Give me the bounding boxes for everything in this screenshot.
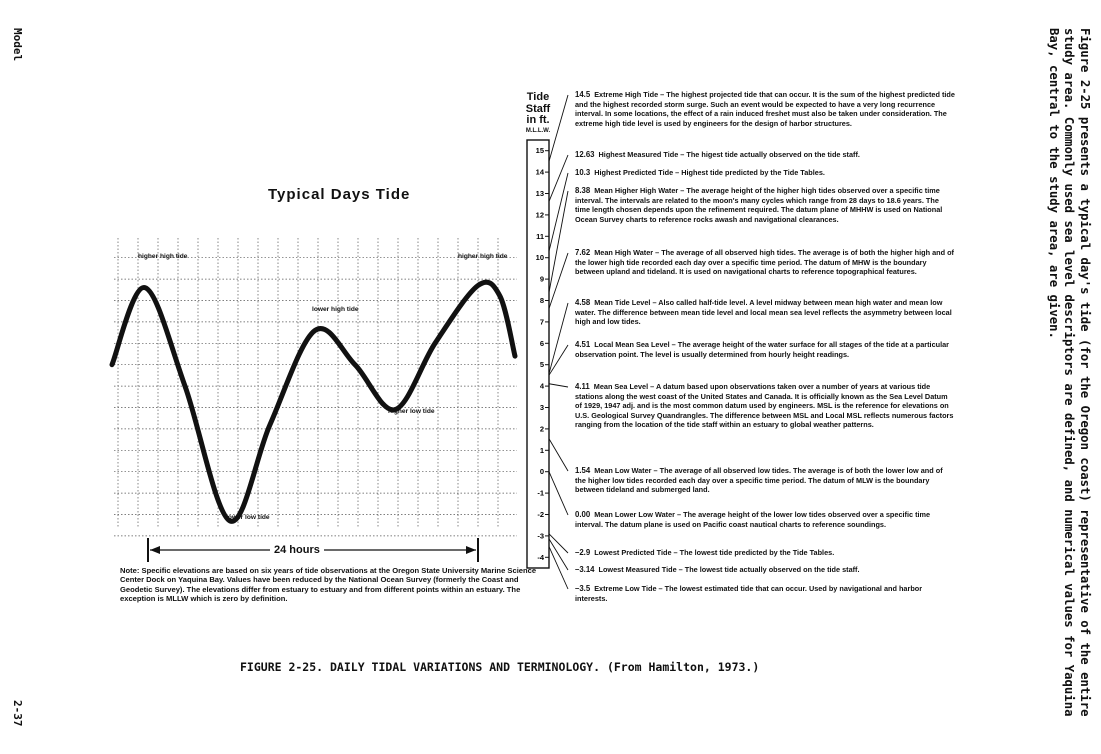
tide-staff [527, 140, 549, 568]
datum-highest-predicted-tide [575, 168, 955, 178]
datum-value: 14.5 [575, 90, 591, 99]
tide-chart-title: Typical Days Tide [268, 186, 411, 203]
side-body-line: Bay, central to the study area, are given. [1047, 28, 1061, 339]
tide-curve [112, 282, 515, 521]
datum-text: – The higest tide actually observed on the tide staff. [678, 150, 860, 159]
datum-value: 4.58 [575, 298, 591, 307]
datum-text: – The lowest estimated tide that can occur. Used by navigational and harbor interests. [575, 584, 923, 603]
datum-connectors [549, 95, 568, 589]
datum-value: 10.3 [575, 168, 591, 177]
staff-title-line: Staff [525, 102, 551, 115]
datum-text: – A datum based upon observations taken over a number of years at various tide stations along the west coast of the United States and Canada. It is officially known as the Sea Level Datum of 1929, 1947 adj. and is the most common datum used by engineers. MSL is the reference for elevations on U.S. Geological Survey Quandrangles. The difference between MSL and Local MSL reflects numerous factors ranging from the location of the tide staff within an estuary to global weather patterns. [575, 382, 954, 429]
datum-connector [549, 547, 568, 589]
staff-ticks [536, 146, 549, 562]
datum-connector [549, 384, 568, 387]
label-higher-low-tide: higher low tide [388, 408, 435, 415]
datum-connector [549, 155, 568, 201]
datum-value: 1.54 [575, 466, 591, 475]
staff-tick-label: 2 [539, 424, 544, 434]
datum-text: – Also called half-tide level. A level midway between mean high water and mean low water. The difference between mean tide level and local mean sea level reflects the asymmetry between local high and low tides. [575, 298, 952, 326]
staff-tick-label: 6 [539, 338, 544, 348]
datum-highest-measured-tide [575, 150, 955, 160]
staff-tick-label: 4 [539, 381, 544, 391]
datum-text: – The average of all observed low tides. The average is of both the lower low and of the higher low tides recorded each day over a specific time period. The datum of MLW is the boundary between tideland and submerged land. [575, 466, 943, 494]
staff-tick-label: -4 [537, 552, 544, 562]
datum-connector [549, 303, 568, 374]
staff-tick-label: -1 [537, 488, 544, 498]
staff-title-line: in ft. [526, 114, 550, 126]
datum-connector [549, 253, 568, 309]
datum-name: Lowest Predicted Tide [594, 548, 672, 557]
datum-value: 4.11 [575, 382, 590, 391]
datum-mean-tide-level [575, 298, 955, 327]
datum-name: Highest Predicted Tide [594, 168, 674, 177]
staff-tick-label: 1 [539, 445, 544, 455]
datum-name: Extreme High Tide [594, 90, 659, 99]
datum-value: 8.38 [575, 186, 591, 195]
staff-tick-label: 11 [536, 231, 544, 241]
staff-tick-label: 13 [535, 189, 544, 198]
datum-name: Mean Low Water [594, 466, 652, 475]
staff-tick-label: 7 [539, 317, 544, 327]
label-higher-high-tide-left: higher high tide [138, 253, 188, 260]
side-body-line: study area. Commonly used sea level descriptors are defined, and numerical values for Yaquina [1062, 28, 1077, 717]
datum-text: – The average height of the water surface for all stages of the tide at a particular observation point. The level is usually determined from hourly height readings. [575, 340, 950, 359]
datum-extreme-low-tide [575, 584, 955, 603]
datum-local-mean-sea-level [575, 340, 955, 359]
datum-text: – The lowest tide actually observed on the tide staff. [676, 565, 860, 574]
datum-text: – The average height of the higher high tides observed over a specific time interval. The intervals are related to the moon's many cycles which range from 28 days to 18.6 years. The time length chosen depends upon the refinement required. The datum plane of MHHW is used on National Ocean Survey charts to reference rocks awash and navigational clearances. [575, 186, 943, 224]
label-higher-high-tide-right: higher high tide [458, 253, 508, 260]
datum-value: –2.9 [575, 548, 591, 557]
datum-value: 4.51 [575, 340, 591, 349]
figure-note: Note: Specific elevations are based on six years of tide observations at the Oregon State University Marine Science Center Dock on Yaquina Bay. Values have been reduced by the National Ocean Survey (formerly the Coast and Geodetic Survey). The elevations differ from estuary to estuary and from different points within an estuary. The exception is MLLW which is zero by definition. [120, 566, 537, 603]
datum-lowest-measured-tide [575, 565, 955, 575]
datum-mean-lower-low-water [575, 510, 955, 529]
datum-connector [549, 472, 568, 515]
datum-text: – The average height of the lower low tides observed over a specific time interval. The datum plane is used on Pacific coast nautical charts to reference soundings. [575, 510, 931, 529]
datum-mean-high-water [575, 248, 955, 277]
datum-value: 0.00 [575, 510, 591, 519]
datum-mean-sea-level [575, 382, 955, 430]
datum-name: Mean Higher High Water [594, 186, 679, 195]
datum-name: Lowest Measured Tide [598, 565, 677, 574]
side-label-model: Model [11, 28, 24, 62]
staff-tick-label: 12 [535, 210, 544, 220]
datum-name: Mean Tide Level [594, 298, 651, 307]
label-lower-low-tide: lower low tide [226, 514, 270, 521]
staff-tick-label: 15 [535, 146, 544, 156]
datum-mean-higher-high-water [575, 186, 955, 224]
staff-tick-label: 14 [535, 167, 544, 177]
label-lower-high-tide: lower high tide [312, 306, 359, 313]
staff-tick-label: -2 [537, 510, 544, 519]
duration-arrowhead-right [466, 546, 476, 554]
datum-name: Local Mean Sea Level [594, 340, 670, 349]
staff-tick-label: 3 [539, 403, 544, 412]
datum-name: Mean Lower Low Water [594, 510, 676, 519]
datum-value: –3.5 [575, 584, 591, 593]
datum-name: Extreme Low Tide [594, 584, 657, 593]
datum-text: – Highest tide predicted by the Tide Tables. [673, 168, 825, 177]
page-number: 2-37 [11, 700, 24, 727]
datum-mean-low-water [575, 466, 955, 495]
staff-tick-label: 9 [539, 274, 544, 284]
staff-tick-label: 0 [539, 467, 544, 477]
datum-connector [549, 439, 568, 471]
duration-label: 24 hours [270, 544, 324, 556]
datum-connector [549, 345, 568, 375]
staff-title-line: Tide [526, 91, 550, 103]
datum-extreme-high-tide [575, 90, 955, 128]
datum-text: – The highest projected tide that can occur. It is the sum of the highest predicted tide and the highest recorded storm surge. Such an event would be expected to have a very long recurrence interval. In some locations, the effect of a rain induced freshet must also be taken under consideration. The extreme high tide level is used by engineers for the design of harbor structures. [575, 90, 955, 128]
datum-name: Highest Measured Tide [598, 150, 679, 159]
datum-value: 7.62 [575, 248, 591, 257]
duration-arrowhead-left [150, 546, 160, 554]
datum-lowest-predicted-tide [575, 548, 955, 558]
staff-datum-label: M.L.L.W. [525, 128, 551, 134]
staff-title [520, 92, 556, 127]
figure-caption: FIGURE 2-25. DAILY TIDAL VARIATIONS AND TERMINOLOGY. (From Hamilton, 1973.) [240, 660, 760, 674]
staff-tick-label: 5 [539, 360, 544, 370]
datum-name: Mean Sea Level [593, 382, 649, 391]
datum-text: – The lowest tide predicted by the Tide Tables. [671, 548, 835, 557]
tide-grid [114, 238, 517, 536]
datum-value: –3.14 [575, 565, 595, 574]
datum-name: Mean High Water [594, 248, 654, 257]
datum-text: – The average of all observed high tides. The average is of both the higher high and of the lower high tide recorded each day over a specific time period. The datum of MHW is the boundary between upland and tideland. It is used on navigational charts to reference topographical features. [575, 248, 954, 276]
staff-tick-label: -3 [537, 531, 544, 541]
staff-tick-label: 10 [535, 253, 544, 263]
side-body-line: Figure 2-25 presents a typical day's tide (for the Oregon coast) representative of the entire [1078, 28, 1092, 717]
datum-value: 12.63 [575, 150, 595, 159]
staff-tick-label: 8 [539, 296, 544, 305]
datum-connector [549, 191, 568, 292]
